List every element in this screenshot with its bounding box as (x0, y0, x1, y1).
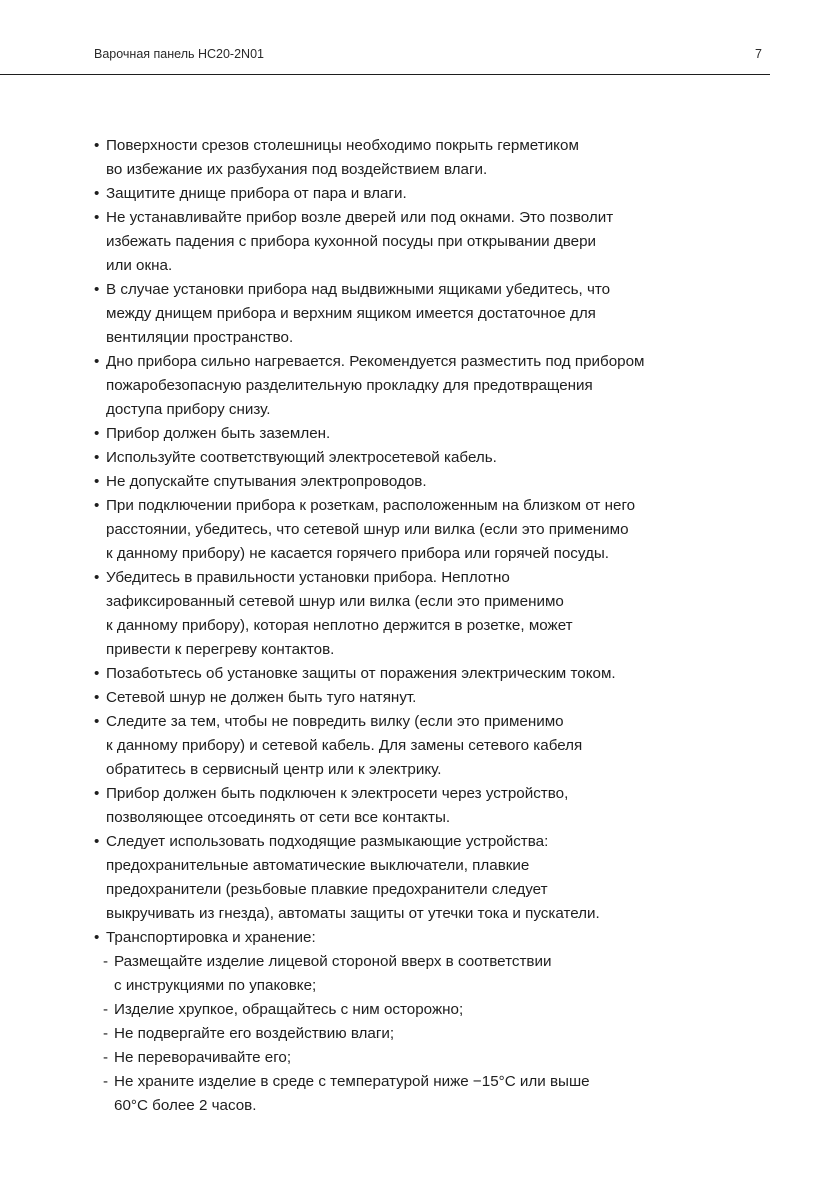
sub-list-item: - Размещайте изделие лицевой стороной вверх в соответствии с инструкциями по упаковке; (94, 950, 734, 998)
list-item: • Не допускайте спутывания электропроводов. (94, 470, 734, 494)
sub-list-item: - Не переворачивайте его; (94, 1046, 734, 1070)
list-item: • При подключении прибора к розеткам, расположенным на близком от него расстоянии, убедитесь, что сетевой шнур или вилка (если это применимо к данному прибору) не касается горячего прибора или горячей посуды. (94, 494, 734, 566)
list-item: • Поверхности срезов столешницы необходимо покрыть герметиком во избежание их разбухания под воздействием влаги. (94, 134, 734, 182)
list-item: • В случае установки прибора над выдвижными ящиками убедитесь, что между днищем прибора и верхним ящиком имеется достаточное для вентиляции пространство. (94, 278, 734, 350)
list-item: • Сетевой шнур не должен быть туго натянут. (94, 686, 734, 710)
list-item: • Не устанавливайте прибор возле дверей или под окнами. Это позволит избежать падения с прибора кухонной посуды при открывании двери или окна. (94, 206, 734, 278)
list-item: • Прибор должен быть подключен к электросети через устройство, позволяющее отсоединять от сети все контакты. (94, 782, 734, 830)
safety-instructions-list (94, 134, 734, 1118)
list-item: • Позаботьтесь об установке защиты от поражения электрическим током. (94, 662, 734, 686)
document-title: Варочная панель HC20-2N01 (94, 47, 264, 61)
page-number: 7 (755, 47, 762, 61)
list-item: • Используйте соответствующий электросетевой кабель. (94, 446, 734, 470)
list-item-transport-storage: • Транспортировка и хранение: (94, 926, 734, 950)
sub-list-item: - Не подвергайте его воздействию влаги; (94, 1022, 734, 1046)
list-item: • Следует использовать подходящие размыкающие устройства: предохранительные автоматические выключатели, плавкие предохранители (резьбовые плавкие предохранители следует выкручивать из гнезда), автоматы защиты от утечки тока и пускатели. (94, 830, 734, 926)
list-item: • Следите за тем, чтобы не повредить вилку (если это применимо к данному прибору) и сетевой кабель. Для замены сетевого кабеля обратитесь в сервисный центр или к электрику. (94, 710, 734, 782)
sub-list-item: - Не храните изделие в среде с температурой ниже −15°С или выше 60°С более 2 часов. (94, 1070, 734, 1118)
list-item: • Защитите днище прибора от пара и влаги. (94, 182, 734, 206)
header-divider (0, 74, 770, 75)
sub-list-item: - Изделие хрупкое, обращайтесь с ним осторожно; (94, 998, 734, 1022)
list-item: • Прибор должен быть заземлен. (94, 422, 734, 446)
list-item: • Дно прибора сильно нагревается. Рекомендуется разместить под прибором пожаробезопасную разделительную прокладку для предотвращения доступа прибору снизу. (94, 350, 734, 422)
list-item: • Убедитесь в правильности установки прибора. Неплотно зафиксированный сетевой шнур или вилка (если это применимо к данному прибору), которая неплотно держится в розетке, может привести к перегреву контактов. (94, 566, 734, 662)
